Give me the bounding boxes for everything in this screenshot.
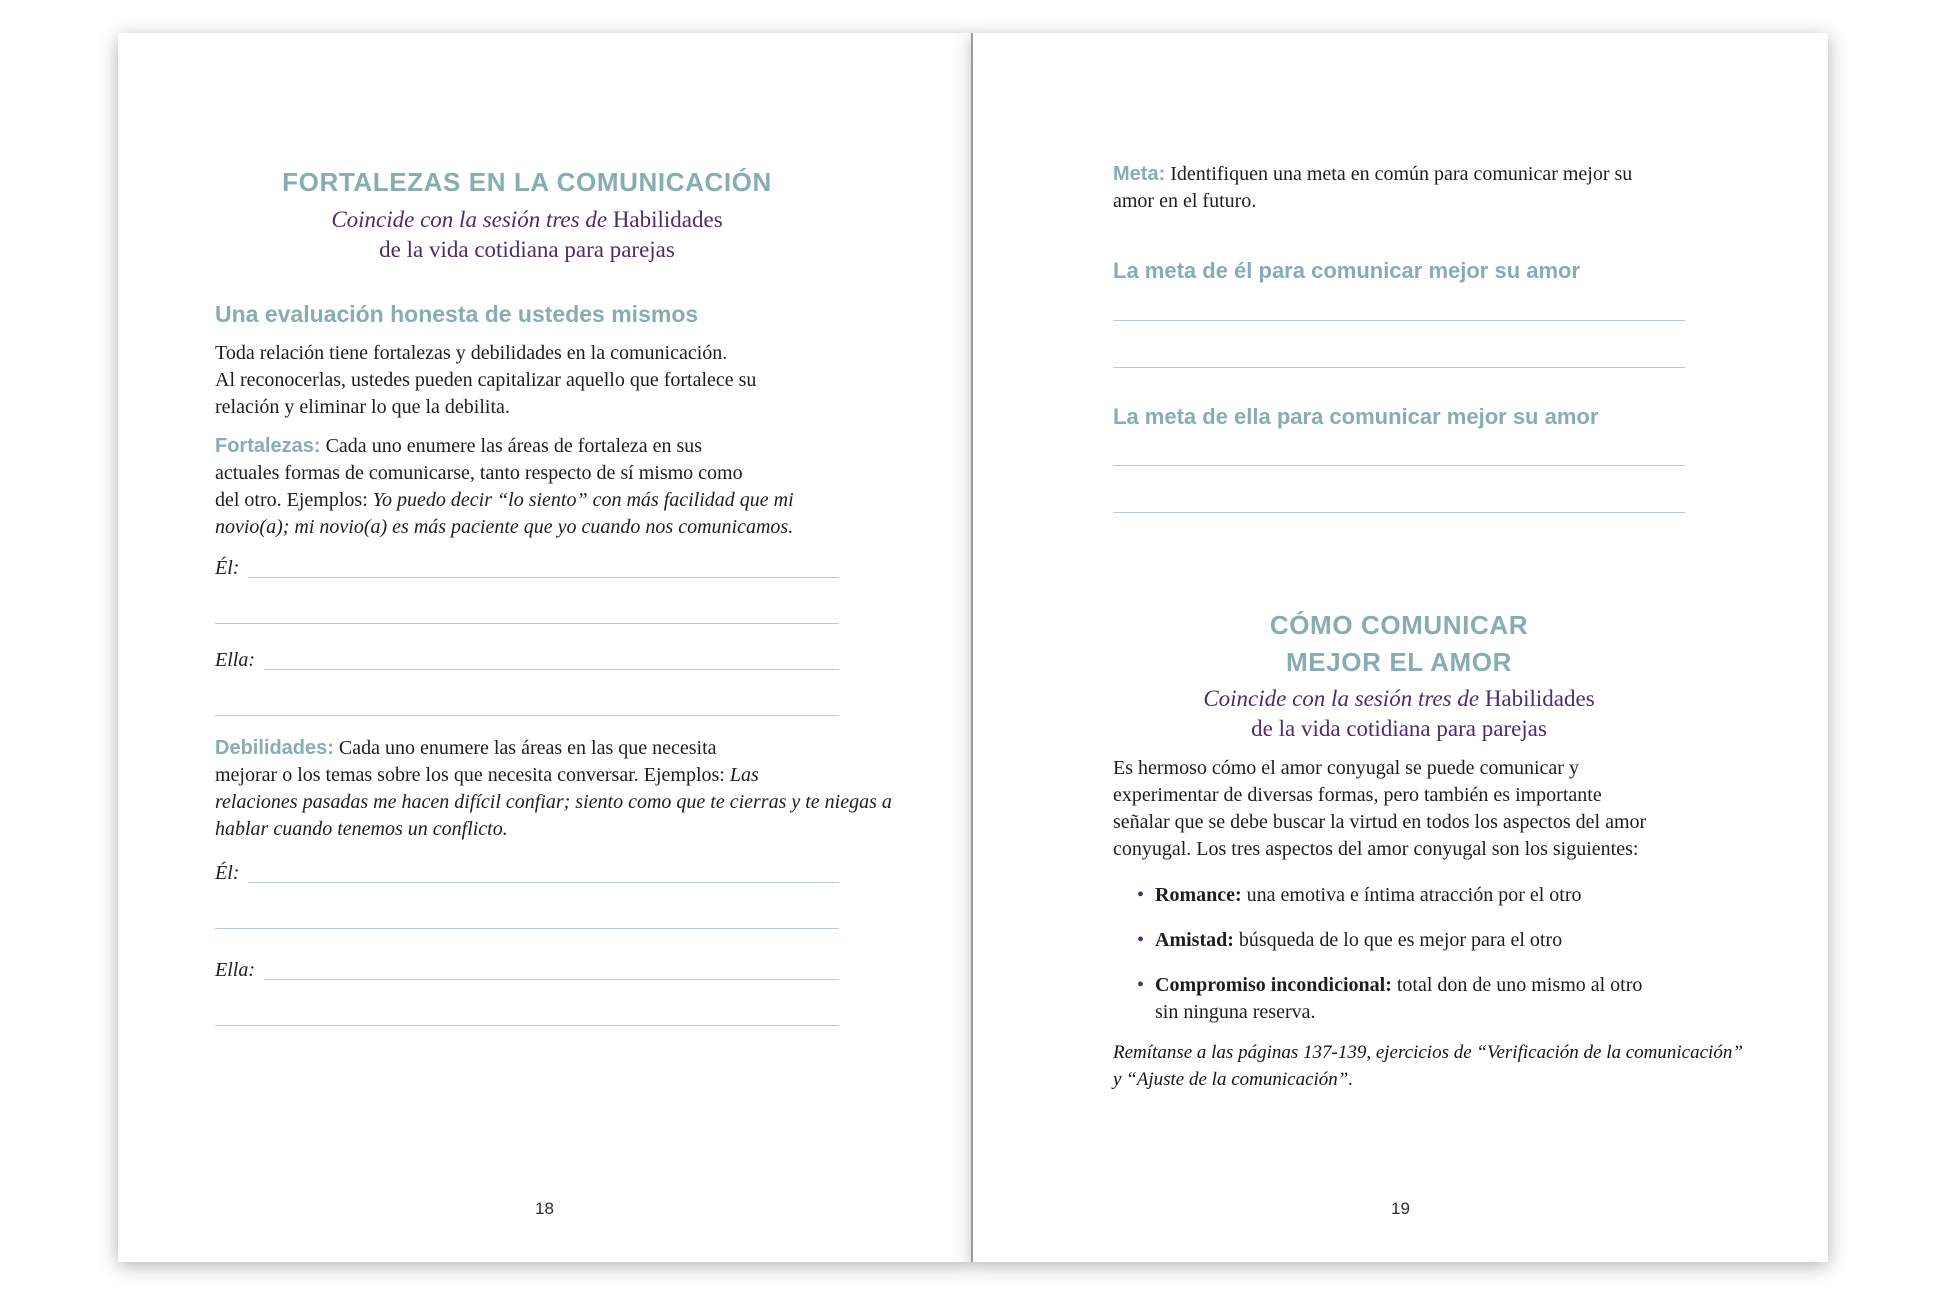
- meta-line1-text: Identifiquen una meta en común para comunicar mejor su: [1165, 163, 1633, 185]
- bullet-desc-continuation: sin ninguna reserva.: [1155, 1001, 1316, 1023]
- bullet-desc: una emotiva e íntima atracción por el otro: [1241, 884, 1582, 906]
- footnote-line: y “Ajuste de la comunicación”.: [1113, 1069, 1354, 1090]
- debilidades-him-row: [215, 858, 839, 886]
- debilidades-line2: [215, 762, 839, 789]
- fortalezas-line3-roman: del otro. Ejemplos:: [215, 489, 373, 511]
- debilidades-paragraph: [215, 735, 892, 843]
- her-label: Ella:: [215, 959, 255, 981]
- intro-line: Al reconocerlas, ustedes pueden capitalizar aquello que fortalece su: [215, 369, 757, 391]
- page-gutter-divider: [971, 33, 973, 1262]
- bullet-icon: •: [1137, 929, 1145, 951]
- fortalezas-line3: [215, 487, 839, 514]
- bullet-icon: •: [1137, 884, 1145, 906]
- debilidades-her-row: [215, 955, 839, 983]
- debilidades-line1: [215, 735, 839, 762]
- page-title: FORTALEZAS EN LA COMUNICACIÓN: [282, 167, 772, 197]
- bullet-item-compromiso: [1113, 972, 1685, 999]
- title-line1: CÓMO COMUNICAR: [1269, 610, 1529, 640]
- write-in-line: [215, 623, 839, 624]
- fortalezas-him-row: [215, 553, 839, 581]
- bullet-text: [1155, 972, 1642, 999]
- write-in-line: [215, 715, 839, 716]
- body-line: experimentar de diversas formas, pero también es importante: [1113, 784, 1602, 806]
- footnote-line: Remítanse a las páginas 137-139, ejercicios de “Verificación de la comunicación”: [1113, 1042, 1743, 1063]
- fortalezas-her-row: [215, 645, 839, 673]
- write-in-line: [264, 669, 839, 670]
- subtitle-line2: de la vida cotidiana para parejas: [379, 237, 675, 262]
- bullet-desc: búsqueda de lo que es mejor para el otro: [1233, 929, 1563, 951]
- meta-line2: amor en el futuro.: [1113, 190, 1257, 212]
- bullet-text: [1155, 927, 1562, 954]
- meta-line1: [1113, 161, 1685, 188]
- page-right: [973, 33, 1828, 1262]
- debilidades-line2-example: Las: [729, 764, 759, 786]
- subtitle-italic: Coincide con la sesión tres de: [331, 207, 613, 232]
- body-line: conyugal. Los tres aspectos del amor conyugal son los siguientes:: [1113, 838, 1639, 860]
- section-heading-evaluacion: Una evaluación honesta de ustedes mismos: [215, 301, 699, 327]
- debilidades-line1-text: Cada uno enumere las áreas en las que necesita: [333, 737, 717, 759]
- page-subtitle: [1113, 684, 1685, 744]
- write-in-line: [248, 882, 839, 883]
- bullet-term: Romance:: [1155, 884, 1242, 906]
- him-label: Él:: [215, 557, 240, 579]
- intro-line: Toda relación tiene fortalezas y debilidades en la comunicación.: [215, 342, 728, 364]
- write-in-line: [1113, 320, 1685, 321]
- goal-her-heading: La meta de ella para comunicar mejor su amor: [1113, 404, 1599, 429]
- write-in-line: [1113, 465, 1685, 466]
- fortalezas-line4-example: novio(a); mi novio(a) es más paciente que yo cuando nos comunicamos.: [215, 516, 794, 538]
- page-left: [118, 33, 971, 1262]
- debilidades-line3-example: relaciones pasadas me hacen difícil confiar; siento como que te cierras y te niegas a: [215, 791, 892, 813]
- write-in-line: [215, 928, 839, 929]
- intro-line: relación y eliminar lo que la debilita.: [215, 396, 510, 418]
- bullet-desc: total don de uno mismo al otro: [1391, 974, 1643, 996]
- write-in-line: [215, 1025, 839, 1026]
- bullet-term: Compromiso incondicional:: [1155, 974, 1392, 996]
- debilidades-line4-example: hablar cuando tenemos un conflicto.: [215, 818, 508, 840]
- page-number: 19: [1391, 1199, 1410, 1218]
- body-paragraph: [1113, 755, 1685, 863]
- subtitle-book-title: Habilidades: [612, 207, 723, 232]
- footnote: [1113, 1039, 1743, 1093]
- bullet-item-amistad: [1113, 927, 1685, 954]
- page-subtitle: [215, 205, 839, 265]
- body-line: señalar que se debe buscar la virtud en todos los aspectos del amor: [1113, 811, 1647, 833]
- page-number: 18: [535, 1199, 554, 1218]
- aspects-bullet-list: [1113, 882, 1685, 1026]
- fortalezas-paragraph: [215, 433, 839, 541]
- him-label: Él:: [215, 862, 240, 884]
- write-in-line: [1113, 512, 1685, 513]
- her-label: Ella:: [215, 649, 255, 671]
- goal-him-heading: La meta de él para comunicar mejor su amor: [1113, 258, 1581, 283]
- debilidades-line2-roman: mejorar o los temas sobre los que necesita conversar. Ejemplos:: [215, 764, 730, 786]
- bullet-icon: •: [1137, 974, 1145, 996]
- body-line: Es hermoso cómo el amor conyugal se puede comunicar y: [1113, 757, 1579, 779]
- bullet-term: Amistad:: [1155, 929, 1234, 951]
- subtitle-italic: Coincide con la sesión tres de: [1203, 686, 1485, 711]
- write-in-line: [1113, 367, 1685, 368]
- subtitle-line1: [1113, 684, 1685, 714]
- fortalezas-label: Fortalezas:: [215, 435, 321, 457]
- meta-paragraph: [1113, 161, 1685, 215]
- subtitle-book-title: Habilidades: [1484, 686, 1595, 711]
- title-line2: MEJOR EL AMOR: [1286, 647, 1512, 677]
- fortalezas-line1: [215, 433, 839, 460]
- page-title: [1113, 607, 1685, 681]
- meta-label: Meta:: [1113, 163, 1166, 185]
- debilidades-label: Debilidades:: [215, 737, 334, 759]
- fortalezas-line1-text: Cada uno enumere las áreas de fortaleza en sus: [320, 435, 703, 457]
- bullet-text: [1155, 882, 1582, 909]
- bullet-item-romance: [1113, 882, 1685, 909]
- write-in-line: [264, 979, 839, 980]
- write-in-line: [248, 577, 839, 578]
- fortalezas-line3-example: Yo puedo decir “lo siento” con más facilidad que mi: [372, 489, 794, 511]
- intro-paragraph: [215, 340, 839, 421]
- subtitle-line1: [215, 205, 839, 235]
- fortalezas-line2: actuales formas de comunicarse, tanto respecto de sí mismo como: [215, 462, 743, 484]
- subtitle-line2: de la vida cotidiana para parejas: [1251, 716, 1547, 741]
